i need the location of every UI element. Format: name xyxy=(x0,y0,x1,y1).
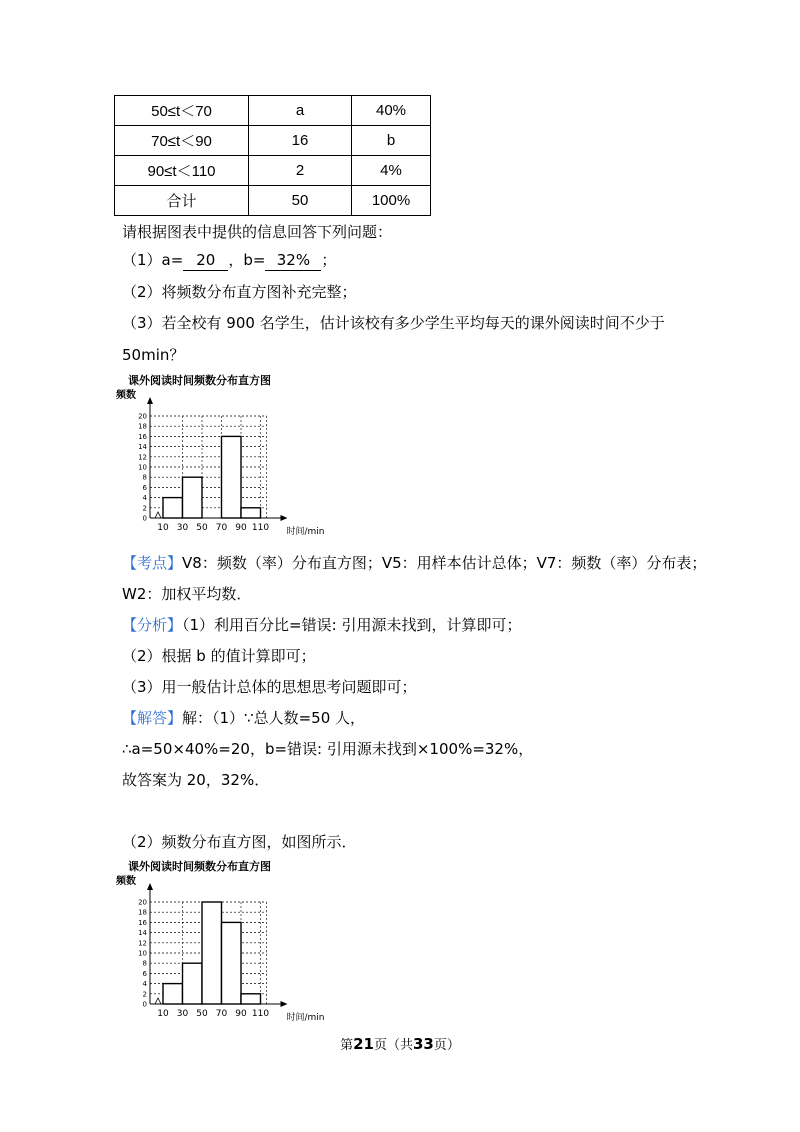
x-tick-label: 10 xyxy=(157,1009,169,1019)
jieda-line3: 故答案为 20，32%． xyxy=(122,771,270,789)
y-tick-label: 16 xyxy=(138,918,147,927)
fenxi-line2: （2）根据 b 的值计算即可； xyxy=(122,647,316,665)
fenxi-text: （1）利用百分比=错误: 引用源未找到，计算即可； xyxy=(182,616,522,634)
chart2-title: 课外阅读时间频数分布直方图 xyxy=(128,860,271,873)
table-row xyxy=(115,156,431,186)
y-tick-label: 12 xyxy=(138,939,147,948)
footer-suffix: 页） xyxy=(433,1038,460,1053)
x-tick-label: 110 xyxy=(251,523,270,533)
kaodian-text: V8：频数（率）分布直方图；V5：用样本估计总体；V7：频数（率）分布表； xyxy=(182,554,707,572)
histogram-bar xyxy=(222,436,242,518)
part2-text: （2）频数分布直方图，如图所示． xyxy=(122,833,357,851)
fenxi-line xyxy=(122,615,521,635)
y-tick-label: 4 xyxy=(142,980,147,989)
answer-a: 20 xyxy=(183,250,228,271)
histogram-incomplete xyxy=(110,388,350,538)
page-footer xyxy=(0,1034,800,1053)
kaodian-line xyxy=(122,553,706,573)
histogram-bar xyxy=(183,963,203,1004)
y-axis-label: 频数 xyxy=(116,876,136,887)
histogram-bar xyxy=(202,902,222,1004)
jieda-tag: 【解答】 xyxy=(122,709,183,727)
table-cell: 4% xyxy=(352,156,431,186)
table-cell: 16 xyxy=(249,126,352,156)
q2-text: （2）将频数分布直方图补充完整； xyxy=(122,283,357,301)
x-tick-label: 90 xyxy=(235,523,247,533)
table-cell: b xyxy=(352,126,431,156)
footer-page-number: 21 xyxy=(353,1035,374,1053)
y-tick-label: 14 xyxy=(138,929,147,938)
x-tick-label: 50 xyxy=(196,523,208,533)
fenxi-line3: （3）用一般估计总体的思想思考问题即可； xyxy=(122,678,417,696)
x-tick-label: 90 xyxy=(235,1009,247,1019)
y-tick-label: 18 xyxy=(138,422,147,431)
y-tick-label: 14 xyxy=(138,443,147,452)
x-axis-arrow xyxy=(281,515,288,521)
kaodian-tag: 【考点】 xyxy=(122,554,183,572)
table-row xyxy=(115,96,431,126)
table-cell: a xyxy=(249,96,352,126)
y-axis-label: 频数 xyxy=(116,390,136,401)
histogram-bar xyxy=(183,477,203,518)
table-cell: 50≤t＜70 xyxy=(115,96,249,126)
q1-end: ； xyxy=(321,251,337,269)
y-tick-label: 12 xyxy=(138,453,147,462)
q1-prefix: （1）a= xyxy=(122,251,184,269)
table-cell: 100% xyxy=(352,186,431,216)
footer-mid: 页（共 xyxy=(373,1038,413,1053)
histogram-complete xyxy=(110,874,350,1026)
axis-break-mark xyxy=(155,512,161,518)
jieda-text: 解：（1）∵总人数=50 人， xyxy=(182,709,366,727)
y-tick-label: 20 xyxy=(138,412,147,421)
chart1-title: 课外阅读时间频数分布直方图 xyxy=(128,374,271,387)
histogram-bar xyxy=(241,508,261,518)
y-tick-label: 8 xyxy=(142,473,147,482)
table-cell: 2 xyxy=(249,156,352,186)
y-tick-label: 6 xyxy=(142,483,147,492)
y-tick-label: 6 xyxy=(142,969,147,978)
y-tick-label: 2 xyxy=(142,504,147,513)
y-tick-label: 18 xyxy=(138,908,147,917)
table-cell: 40% xyxy=(352,96,431,126)
intro-text: 请根据图表中提供的信息回答下列问题： xyxy=(122,223,393,241)
y-axis-arrow xyxy=(147,397,153,404)
y-tick-label: 10 xyxy=(138,949,147,958)
q3-text-line1: （3）若全校有 900 名学生，估计该校有多少学生平均每天的课外阅读时间不少于 xyxy=(122,314,665,332)
x-tick-label: 10 xyxy=(157,523,169,533)
q3-text-line2: 50min？ xyxy=(122,346,185,364)
table-cell: 合计 xyxy=(115,186,249,216)
frequency-table xyxy=(114,95,431,216)
histogram-bar xyxy=(163,984,183,1004)
x-tick-label: 70 xyxy=(215,1009,228,1019)
x-tick-label: 70 xyxy=(215,523,228,533)
x-tick-label: 30 xyxy=(176,523,189,533)
x-axis-label: 时间/min xyxy=(286,1013,325,1023)
y-tick-label: 16 xyxy=(138,432,147,441)
x-axis-label: 时间/min xyxy=(286,527,325,537)
table-row xyxy=(115,186,431,216)
x-tick-label: 50 xyxy=(196,1009,208,1019)
footer-total-pages: 33 xyxy=(413,1035,434,1053)
table-cell: 90≤t＜110 xyxy=(115,156,249,186)
y-tick-label: 10 xyxy=(138,463,147,472)
y-tick-label: 4 xyxy=(142,494,147,503)
footer-prefix: 第 xyxy=(340,1038,354,1053)
y-tick-label: 0 xyxy=(142,1000,147,1009)
x-axis-arrow xyxy=(281,1001,288,1007)
y-tick-label: 2 xyxy=(142,990,147,999)
y-tick-label: 0 xyxy=(142,514,147,523)
axis-break-mark xyxy=(155,998,161,1004)
x-tick-label: 30 xyxy=(176,1009,189,1019)
y-tick-label: 20 xyxy=(138,898,147,907)
table-cell: 70≤t＜90 xyxy=(115,126,249,156)
jieda-line2: ∴a=50×40%=20，b=错误: 引用源未找到×100%=32%， xyxy=(122,740,534,758)
histogram-bar xyxy=(241,994,261,1004)
table-row xyxy=(115,126,431,156)
kaodian-line2: W2：加权平均数． xyxy=(122,585,252,603)
y-axis-arrow xyxy=(147,883,153,890)
q1-line xyxy=(122,250,336,271)
histogram-bar xyxy=(222,922,242,1004)
histogram-bar xyxy=(163,498,183,518)
y-tick-label: 8 xyxy=(142,959,147,968)
q1-mid: ，b= xyxy=(228,251,266,269)
table-cell: 50 xyxy=(249,186,352,216)
x-tick-label: 110 xyxy=(251,1009,270,1019)
fenxi-tag: 【分析】 xyxy=(122,616,183,634)
jieda-line xyxy=(122,708,365,728)
answer-b: 32% xyxy=(265,250,321,271)
